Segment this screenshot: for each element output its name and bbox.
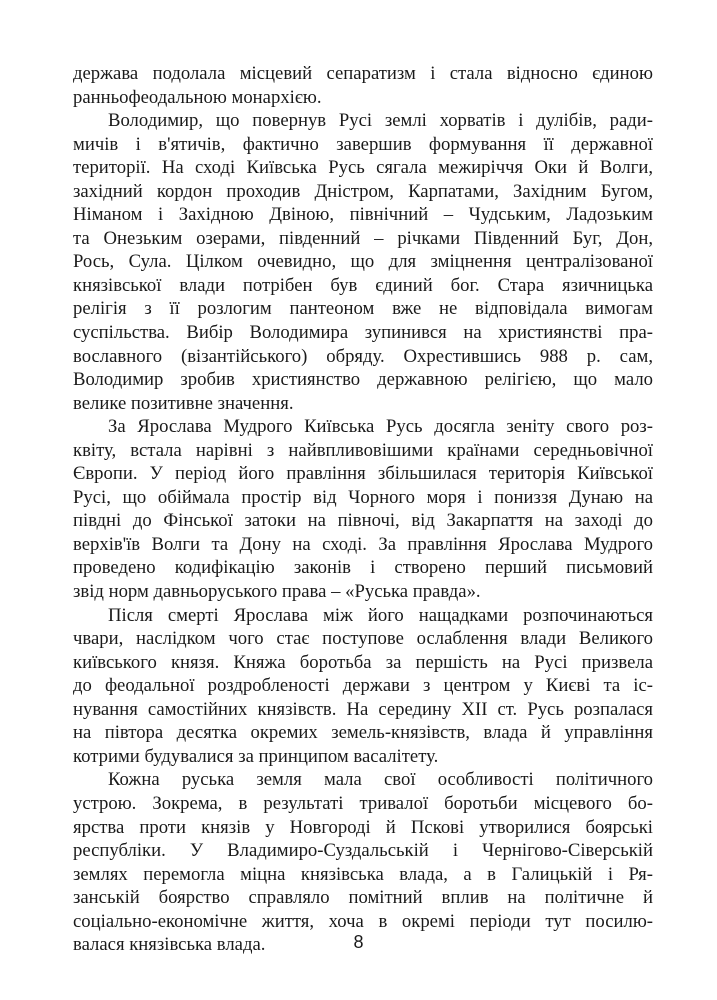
text-line: київського князя. Княжа боротьба за першість на Русі призвела [73, 651, 653, 673]
text-line: устрою. Зокрема, в результаті тривалої боротьби місцевого бо- [73, 792, 653, 814]
text-line: Володимир, що повернув Русі землі хорватів і дулібів, ради- [108, 110, 653, 132]
paragraph-1 [73, 62, 653, 109]
text-line: західний кордон проходив Дністром, Карпатами, Західним Бугом, [73, 180, 653, 202]
text-line: чвари, наслідком чого стає поступове ослаблення влади Великого [73, 628, 653, 650]
text-line: землях перемогла міцна князівська влада, а в Галицькій і Ря- [73, 863, 653, 885]
text-line: За Ярослава Мудрого Київська Русь досягла зеніту свого роз- [108, 416, 653, 438]
text-line: звід норм давньоруського права – «Руська правда». [73, 581, 481, 603]
paragraph-3 [73, 415, 653, 603]
paragraph-2 [73, 109, 653, 415]
text-line: ранньофеодальною монархією. [73, 86, 322, 108]
text-line: мичів і в'ятичів, фактично завершив формування її державної [73, 133, 653, 155]
text-line: вославного (візантійського) обряду. Охрестившись 988 р. сам, [73, 345, 653, 367]
text-line: до феодальної роздробленості держави з центром у Києві та іс- [73, 675, 653, 697]
text-line: князівської влади потрібен був єдиний бог. Стара язичницька [73, 274, 653, 296]
text-line: верхів'їв Волги та Дону на сході. За правління Ярослава Мудрого [73, 533, 653, 555]
text-line: Німаном і Західною Двіною, північний – Чудським, Ладозьким [73, 204, 653, 226]
text-line: Рось, Сула. Цілком очевидно, що для зміцнення централізованої [73, 251, 653, 273]
text-line: Після смерті Ярослава між його нащадками розпочинаються [108, 604, 653, 626]
text-line: релігія з її розлогим пантеоном вже не відповідала вимогам [73, 298, 653, 320]
text-line: занській боярство справляло помітний вплив на політичне й [73, 887, 653, 909]
paragraph-5 [73, 768, 653, 956]
text-line: нування самостійних князівств. На середину XII ст. Русь розпалася [73, 698, 653, 720]
text-line: квіту, встала нарівні з найвпливовішими країнами середньовічної [73, 439, 653, 461]
text-line: котрими будувалися за принципом васалітету. [73, 745, 439, 767]
text-line: республіки. У Владимиро-Суздальській і Чернігово-Сіверській [73, 840, 653, 862]
text-line: Кожна руська земля мала свої особливості політичного [108, 769, 653, 791]
text-line: велике позитивне значення. [73, 392, 294, 414]
text-line: Європи. У період його правління збільшилася територія Київської [73, 463, 653, 485]
paragraph-4 [73, 604, 653, 769]
text-line: валася князівська влада. [73, 934, 266, 956]
page-body [73, 62, 653, 957]
text-line: соціально-економічне життя, хоча в окремі періоди тут посилю- [73, 910, 653, 932]
page-number: 8 [353, 932, 364, 952]
text-line: проведено кодифікацію законів і створено перший письмовий [73, 557, 653, 579]
text-line: на півтора десятка окремих земель-князівств, влада й управління [73, 722, 653, 744]
text-line: суспільства. Вибір Володимира зупинився на християнстві пра- [73, 322, 653, 344]
text-line: та Онезьким озерами, південний – річками Південний Буг, Дон, [73, 227, 653, 249]
text-line: півдні до Фінської затоки на півночі, від Закарпаття на заході до [73, 510, 653, 532]
text-line: Володимир зробив християнство державною релігією, що мало [73, 369, 653, 391]
text-line: ярства проти князів у Новгороді й Пскові утворилися боярські [73, 816, 653, 838]
text-line: держава подолала місцевий сепаратизм і стала відносно єдиною [73, 63, 653, 84]
text-line: території. На сході Київська Русь сягала межиріччя Оки й Волги, [73, 157, 653, 179]
text-line: Русі, що обіймала простір від Чорного моря і пониззя Дунаю на [73, 486, 653, 508]
